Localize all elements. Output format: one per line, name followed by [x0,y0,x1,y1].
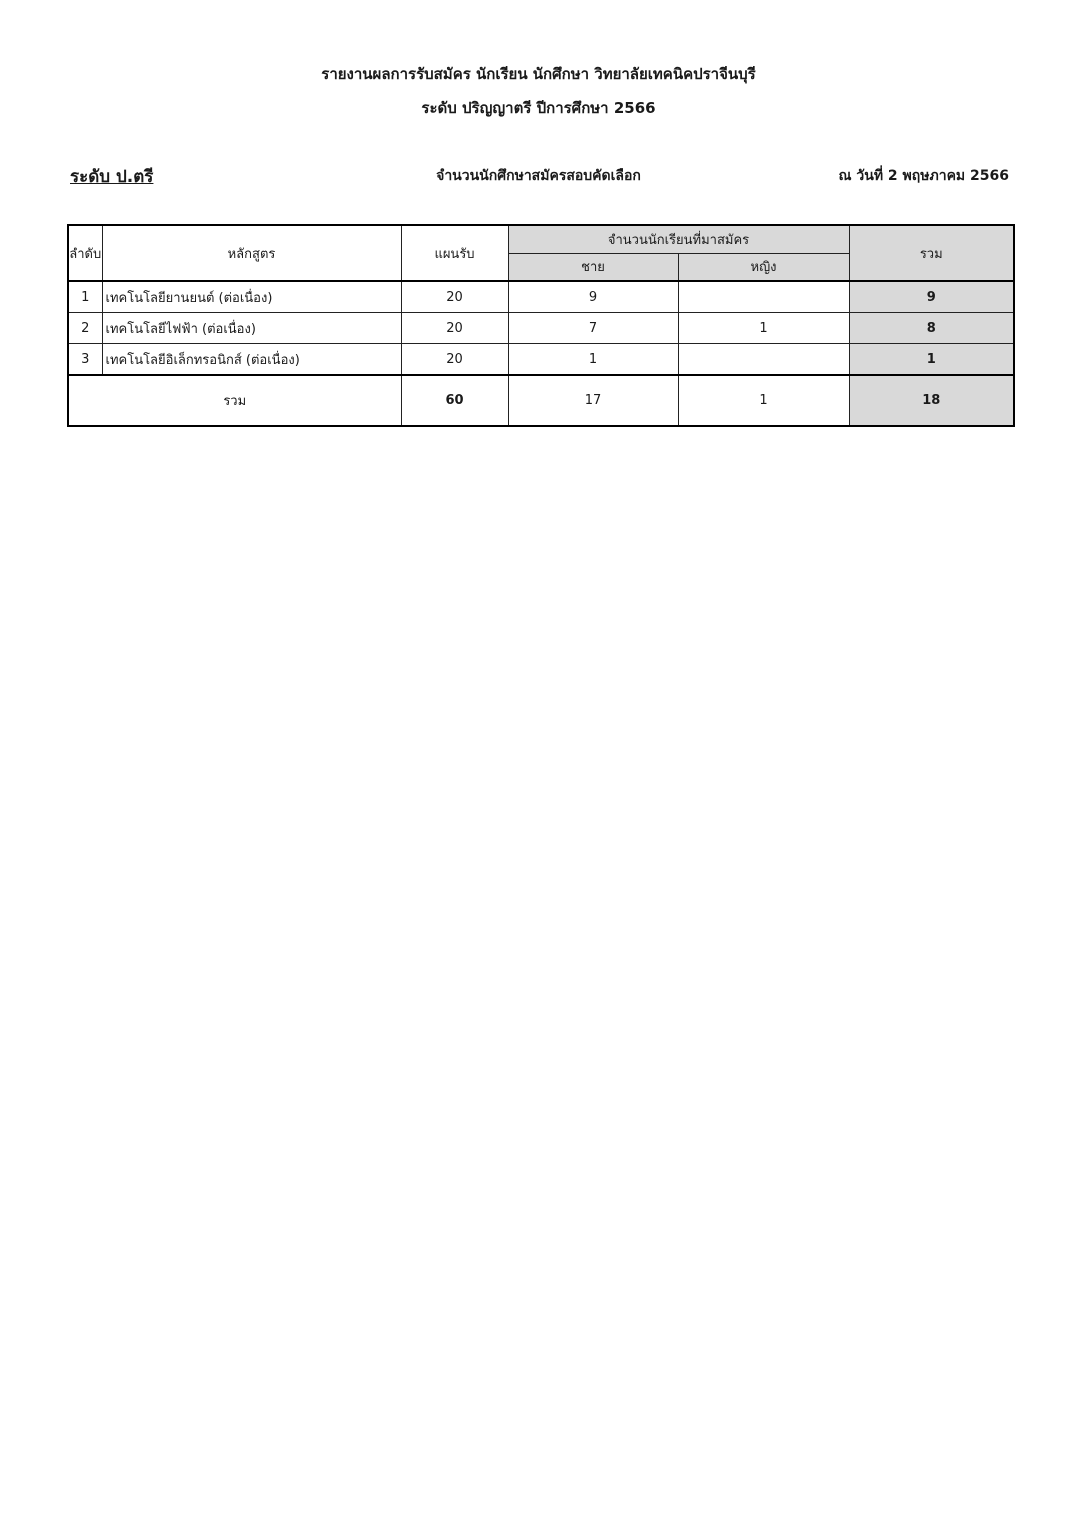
header-quota: แผนรับ [401,225,508,281]
cell-program: เทคโนโลยีอิเล็กทรอนิกส์ (ต่อเนื่อง) [102,344,401,376]
cell-program: เทคโนโลยียานยนต์ (ต่อเนื่อง) [102,281,401,313]
cell-quota: 20 [401,281,508,313]
header-male: ชาย [508,253,678,281]
header-program: หลักสูตร [102,225,401,281]
cell-total: 9 [849,281,1014,313]
applicants-table [67,224,1015,427]
report-title: รายงานผลการรับสมัคร นักเรียน นักศึกษา วิทยาลัยเทคนิคปราจีนบุรี [321,65,756,83]
header-applicants: จำนวนนักเรียนที่มาสมัคร [508,225,849,253]
cell-male: 7 [508,313,678,344]
summary-total: 18 [849,375,1014,426]
summary-row [68,375,1014,426]
cell-male: 1 [508,344,678,376]
summary-female: 1 [678,375,849,426]
table-row [68,344,1014,376]
cell-male: 9 [508,281,678,313]
header-total: รวม [849,225,1014,281]
cell-total: 8 [849,313,1014,344]
table-row [68,281,1014,313]
summary-quota: 60 [401,375,508,426]
cell-no: 1 [68,281,102,313]
header-no: ลำดับ [68,225,102,281]
summary-male: 17 [508,375,678,426]
cell-quota: 20 [401,313,508,344]
table-row [68,313,1014,344]
cell-female [678,344,849,376]
cell-program: เทคโนโลยีไฟฟ้า (ต่อเนื่อง) [102,313,401,344]
level-label: ระดับ ป.ตรี [70,167,154,187]
cell-female: 1 [678,313,849,344]
header-female: หญิง [678,253,849,281]
table-caption: จำนวนนักศึกษาสมัครสอบคัดเลือก [436,168,641,184]
cell-female [678,281,849,313]
report-date: ณ วันที่ 2 พฤษภาคม 2566 [838,168,1009,184]
cell-total: 1 [849,344,1014,376]
cell-quota: 20 [401,344,508,376]
report-subtitle: ระดับ ปริญญาตรี ปีการศึกษา 2566 [421,99,656,117]
cell-no: 3 [68,344,102,376]
cell-no: 2 [68,313,102,344]
summary-label: รวม [68,375,401,426]
